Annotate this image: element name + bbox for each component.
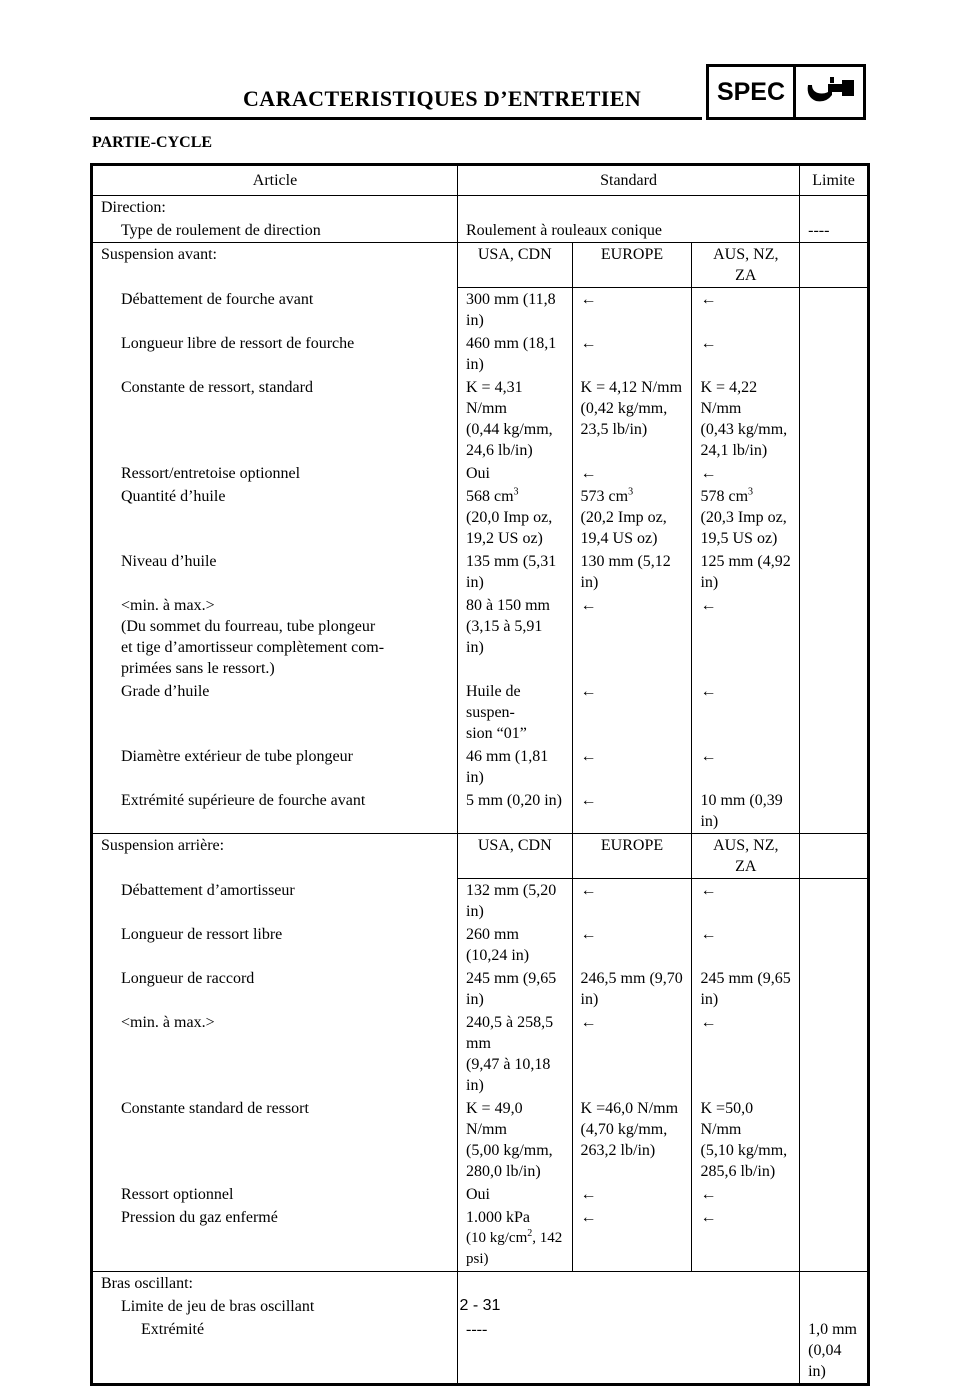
row-value: K = 49,0 N/mm (5,00 kg/mm, 280,0 lb/in) [458,1097,573,1183]
region-cell: USA, CDN [458,243,573,288]
row-value: ← [572,288,692,333]
table-row [92,923,869,967]
table-row [92,834,869,879]
region-cell: AUS, NZ, ZA [692,834,800,879]
row-label: Extrémité supérieure de fourche avant [92,789,458,834]
table-row [92,550,869,594]
table-row [92,1272,869,1296]
row-value: Oui [458,1183,573,1206]
row-value: ← [572,745,692,789]
region-cell: EUROPE [572,834,692,879]
row-label: Grade d’huile [92,680,458,745]
row-value: 1.000 kPa (10 $kg/cm^2$, 142 psi) [458,1206,573,1272]
row-label: Longueur de raccord [92,967,458,1011]
row-value: ← [692,879,800,924]
row-value: 125 mm (4,92 in) [692,550,800,594]
page-header-title: CARACTERISTIQUES D’ENTRETIEN [243,86,642,111]
row-label: Niveau d’huile [92,550,458,594]
page-number: 2 - 31 [459,1297,501,1314]
row-label: Constante standard de ressort [92,1097,458,1183]
row-value: 460 mm (18,1 in) [458,332,573,376]
row-limit: 1,0 mm (0,04 in) [808,1321,857,1380]
row-value: 132 mm (5,20 in) [458,879,573,924]
header-rule [90,117,702,120]
row-value: 300 mm (11,8 in) [458,288,573,333]
table-header-row [92,165,869,196]
row-value: 130 mm (5,12 in) [572,550,692,594]
row-value: Oui [458,462,573,485]
row-value: 578 $cm^3$ (20,3 Imp oz, 19,5 US oz) [692,485,800,550]
row-value: ---- [458,1318,800,1385]
table-row [92,219,869,243]
header-limite: Limite [800,165,869,196]
row-value: 260 mm (10,24 in) [458,923,573,967]
row-limit: ---- [808,222,830,239]
row-label: Constante de ressort, standard [92,376,458,462]
row-value: ← [572,1011,692,1097]
row-value: 246,5 mm (9,70 in) [572,967,692,1011]
row-value: 80 à 150 mm (3,15 à 5,91 in) [458,594,573,680]
row-label: Extrémité [92,1318,458,1385]
row-label: Diamètre extérieur de tube plongeur [92,745,458,789]
row-label: Quantité d’huile [92,485,458,550]
front-suspension-label: Suspension avant: [92,243,458,288]
row-value: ← [572,462,692,485]
row-value: ← [572,1206,692,1272]
table-row [92,462,869,485]
row-label: Longueur libre de ressort de fourche [92,332,458,376]
row-label: Débattement de fourche avant [92,288,458,333]
fork-wrench-icon [796,67,863,117]
table-row [92,288,869,333]
section-title: PARTIE-CYCLE [92,134,213,151]
table-row [92,1183,869,1206]
table-row [92,332,869,376]
row-label: Ressort optionnel [92,1183,458,1206]
region-cell: AUS, NZ, ZA [692,243,800,288]
row-label: <min. à max.> (Du sommet du fourreau, tube plongeur et tige d’amortisseur complètement com- primées sans le ressort.) [92,594,458,680]
row-value: 240,5 à 258,5 mm (9,47 à 10,18 in) [458,1011,573,1097]
row-value: 573 $cm^3$ (20,2 Imp oz, 19,4 US oz) [572,485,692,550]
region-cell: USA, CDN [458,834,573,879]
direction-label: Direction: [92,196,458,220]
table-row [92,196,869,220]
table-row [92,879,869,924]
row-label: Ressort/entretoise optionnel [92,462,458,485]
row-value: ← [572,680,692,745]
row-value: ← [692,745,800,789]
table-row [92,745,869,789]
table-row [92,1206,869,1272]
row-value: ← [692,594,800,680]
table-row [92,789,869,834]
spec-table [90,163,870,1386]
row-value: ← [692,680,800,745]
row-label: Pression du gaz enfermé [92,1206,458,1272]
row-value: K = 4,31 N/mm (0,44 kg/mm, 24,6 lb/in) [458,376,573,462]
table-row [92,594,869,680]
row-value: ← [692,923,800,967]
row-value: ← [692,1011,800,1097]
rear-suspension-label: Suspension arrière: [92,834,458,879]
row-value: 5 mm (0,20 in) [458,789,573,834]
header-article: Article [92,165,458,196]
row-value: ← [692,332,800,376]
row-label: Type de roulement de direction [92,219,458,243]
row-value: ← [692,1206,800,1272]
row-value: 245 mm (9,65 in) [458,967,573,1011]
row-value: 46 mm (1,81 in) [458,745,573,789]
spec-badge-label: SPEC [709,67,796,117]
row-value: K = 4,12 N/mm (0,42 kg/mm, 23,5 lb/in) [572,376,692,462]
row-value: K =46,0 N/mm (4,70 kg/mm, 263,2 lb/in) [572,1097,692,1183]
row-value: 135 mm (5,31 in) [458,550,573,594]
row-value: K =50,0 N/mm (5,10 kg/mm, 285,6 lb/in) [692,1097,800,1183]
row-value: ← [572,879,692,924]
spec-badge [706,64,866,120]
table-row [92,485,869,550]
region-cell: EUROPE [572,243,692,288]
row-value: 10 mm (0,39 in) [692,789,800,834]
row-label: Limite de jeu de bras oscillant [92,1295,458,1318]
row-value: ← [572,1183,692,1206]
table-row [92,1318,869,1385]
table-row [92,967,869,1011]
row-label: Longueur de ressort libre [92,923,458,967]
row-value: 568 $cm^3$ (20,0 Imp oz, 19,2 US oz) [458,485,573,550]
table-row [92,680,869,745]
row-value: ← [572,923,692,967]
row-value: Huile de suspen- sion “01” [458,680,573,745]
header-standard: Standard [458,165,800,196]
swingarm-label: Bras oscillant: [92,1272,458,1296]
row-label: <min. à max.> [92,1011,458,1097]
table-row [92,1011,869,1097]
row-value: ← [692,462,800,485]
row-value: ← [572,332,692,376]
row-value: K = 4,22 N/mm (0,43 kg/mm, 24,1 lb/in) [692,376,800,462]
table-row [92,376,869,462]
row-value: ← [692,1183,800,1206]
row-value: ← [572,789,692,834]
table-row [92,243,869,288]
table-row [92,1097,869,1183]
row-value: 245 mm (9,65 in) [692,967,800,1011]
row-value: ← [692,288,800,333]
row-label: Débattement d’amortisseur [92,879,458,924]
row-value: ← [572,594,692,680]
row-value: Roulement à rouleaux conique [458,219,800,243]
